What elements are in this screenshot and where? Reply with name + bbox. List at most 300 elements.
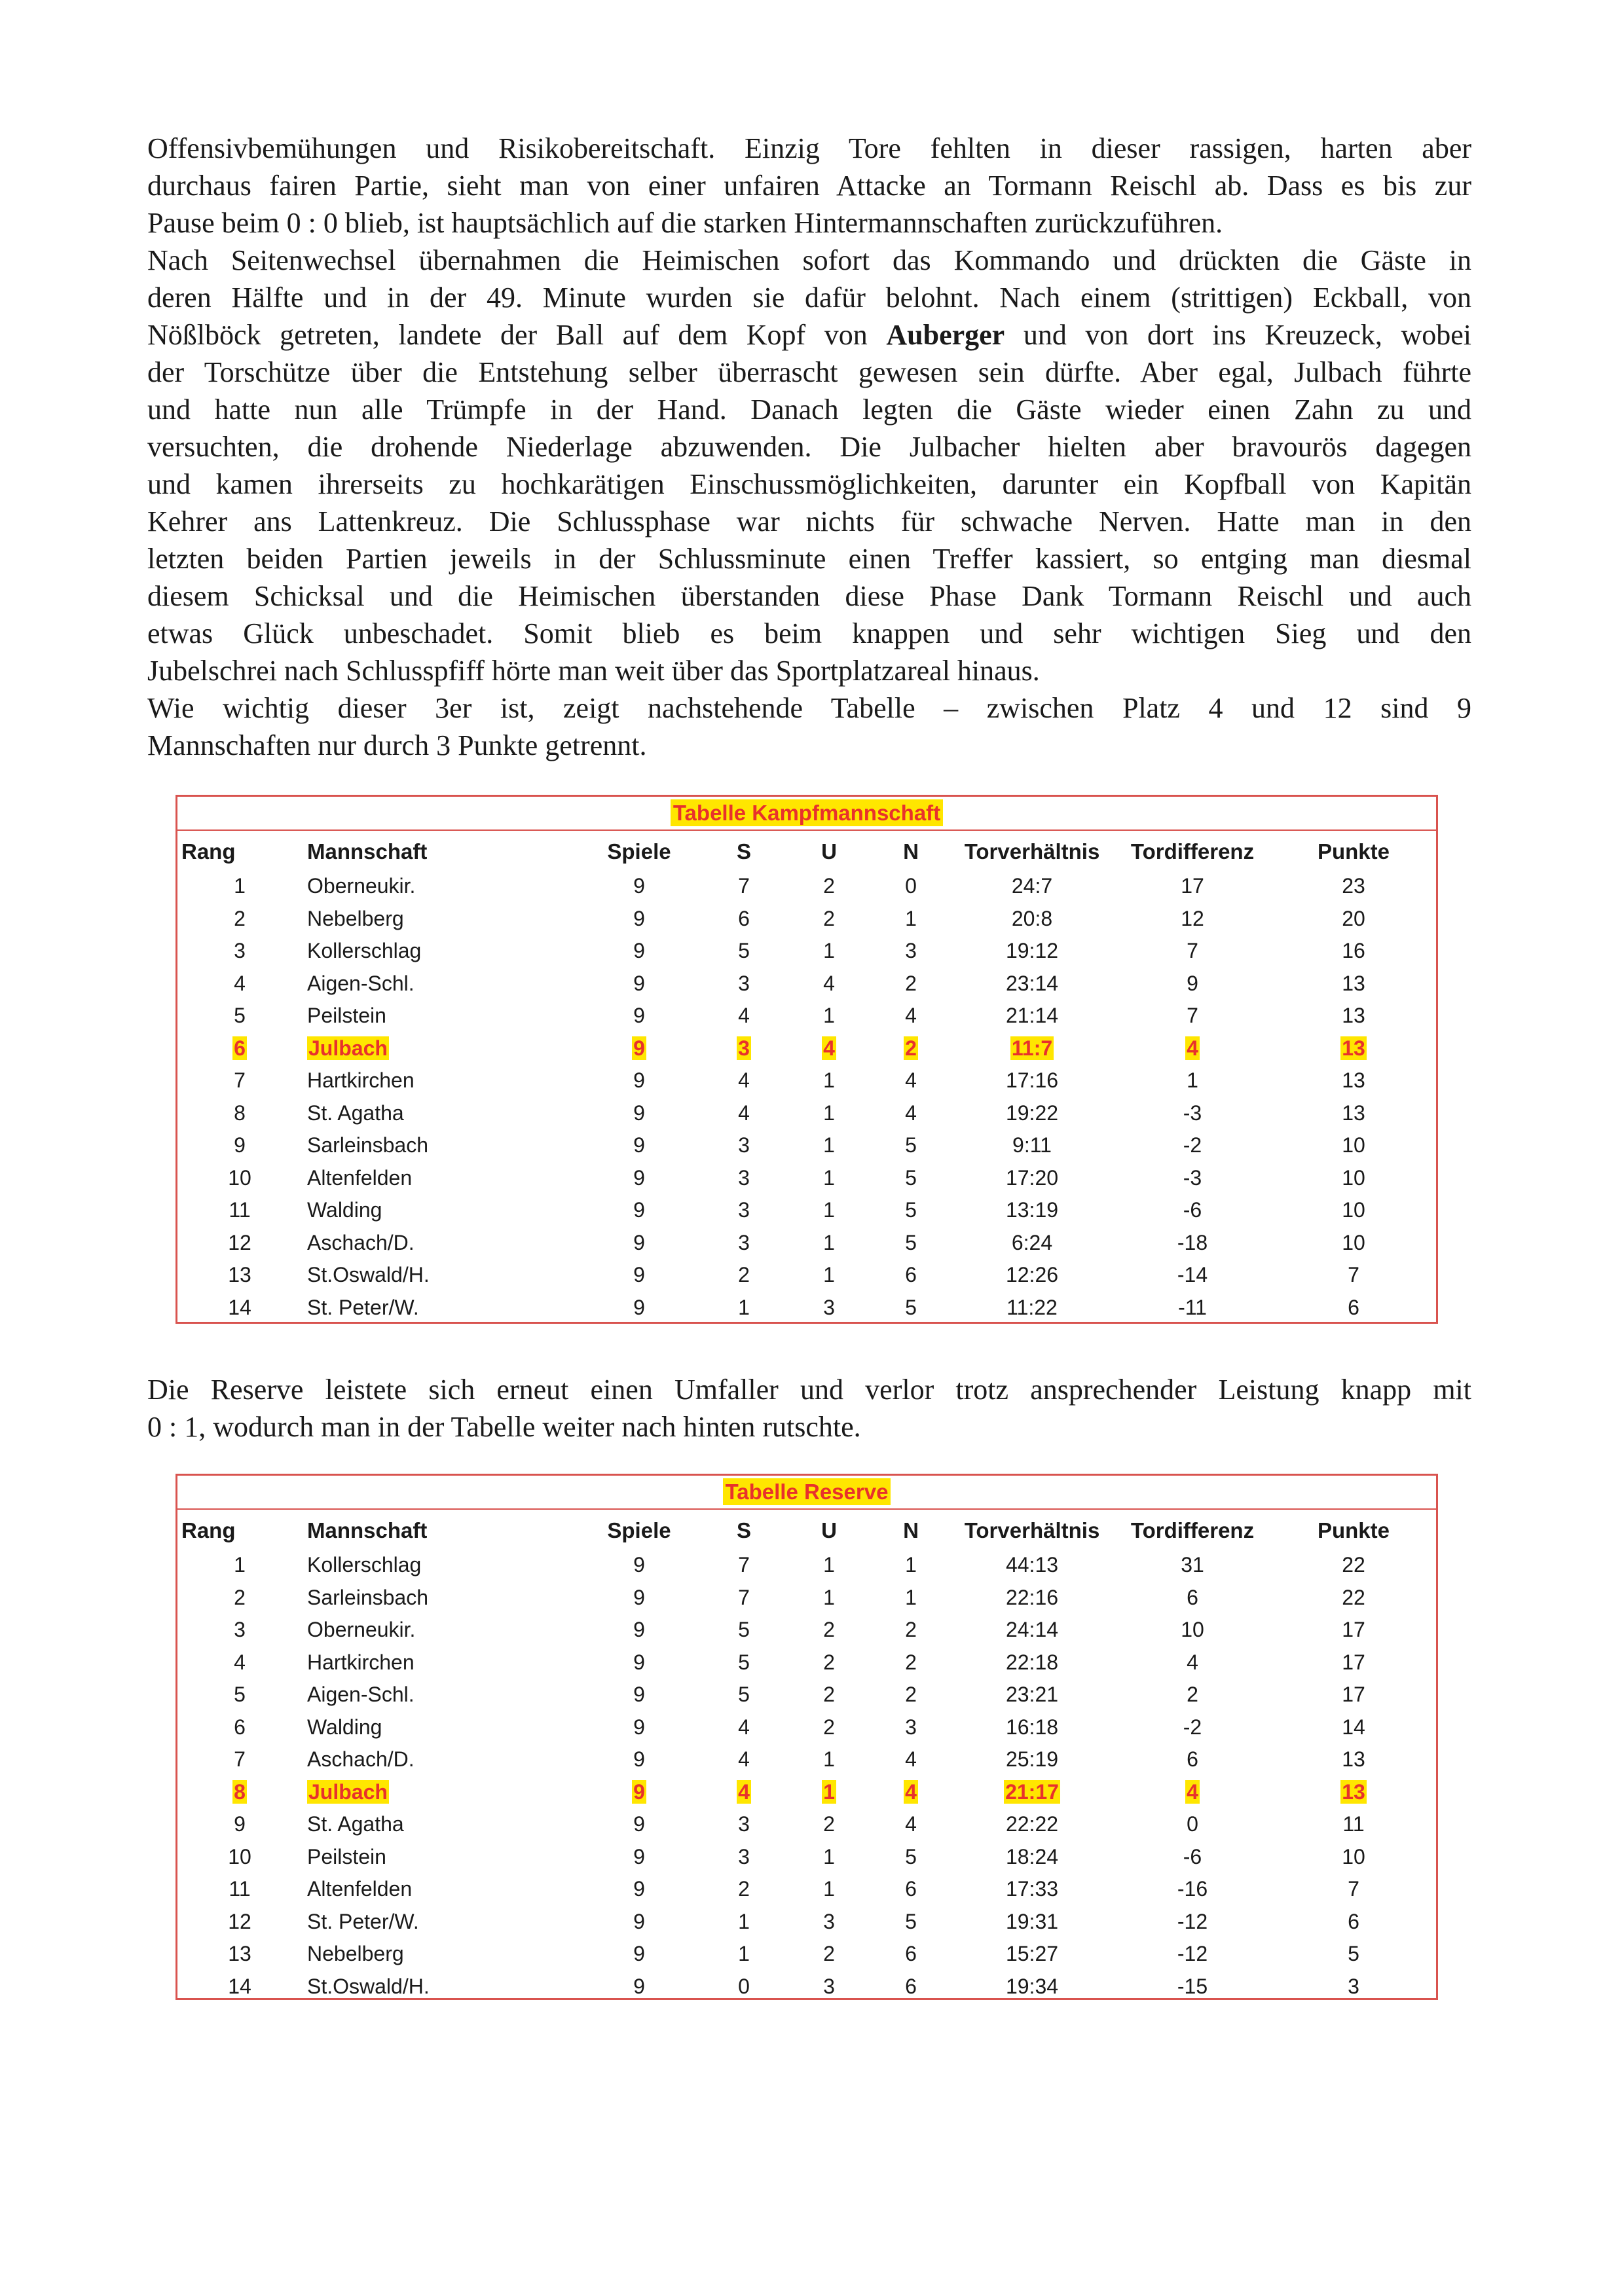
cell-siege: 6 — [738, 906, 750, 930]
table-row — [177, 1000, 1436, 1032]
cell-torverhaeltnis: 24:14 — [1005, 1618, 1059, 1642]
table-row — [177, 1906, 1436, 1939]
cell-spiele: 9 — [633, 1230, 645, 1254]
cell-spiele: 9 — [633, 1618, 645, 1642]
cell-punkte: 6 — [1348, 1295, 1359, 1319]
highlighted-value: 4 — [823, 1036, 835, 1060]
cell-unentschieden: 2 — [823, 1812, 835, 1836]
cell-siege: 3 — [738, 1844, 750, 1868]
highlighted-value: 13 — [1342, 1779, 1365, 1804]
cell-unentschieden — [786, 1776, 872, 1809]
cell-niederlagen: 2 — [905, 1650, 917, 1674]
cell-unentschieden: 1 — [823, 1230, 835, 1254]
cell-rang: 1 — [234, 1553, 246, 1577]
cell-spiele: 9 — [633, 1263, 645, 1287]
cell-siege: 3 — [738, 1230, 750, 1254]
cell-spiele: 9 — [633, 1877, 645, 1901]
cell-rang: 3 — [234, 1618, 246, 1642]
cell-mannschaft: St.Oswald/H. — [307, 1263, 430, 1287]
text-line: durchaus fairen Partie, sieht man von einer unfairen Attacke an Tormann Reischl ab. Dass es bis zur — [147, 170, 1471, 202]
cell-niederlagen: 5 — [905, 1844, 917, 1868]
column-header-tordifferenz: Tordifferenz — [1130, 1518, 1255, 1542]
cell-niederlagen: 3 — [905, 1715, 917, 1739]
highlighted-value: 21:17 — [1005, 1779, 1059, 1804]
cell-mannschaft: Peilstein — [307, 1844, 386, 1868]
cell-tordifferenz: -15 — [1177, 1974, 1208, 1998]
cell-spiele: 9 — [633, 1909, 645, 1933]
text-line: versuchten, die drohende Niederlage abzuwenden. Die Julbacher hielten aber bravourös dagegen — [147, 431, 1471, 463]
cell-tordifferenz: 7 — [1187, 1004, 1198, 1028]
cell-rang: 4 — [234, 971, 246, 995]
cell-rang: 14 — [228, 1974, 251, 1998]
cell-torverhaeltnis: 22:16 — [1005, 1585, 1059, 1609]
table-title-text: Tabelle Reserve — [723, 1478, 891, 1505]
cell-spiele: 9 — [633, 906, 645, 930]
highlighted-value: 4 — [905, 1779, 917, 1804]
cell-mannschaft — [302, 1032, 577, 1065]
cell-torverhaeltnis: 9:11 — [1012, 1133, 1052, 1157]
column-header-mannschaft: Mannschaft — [307, 839, 428, 864]
cell-unentschieden: 1 — [823, 1263, 835, 1287]
column-header-rang: Rang — [181, 1518, 236, 1542]
cell-torverhaeltnis: 6:24 — [1011, 1230, 1053, 1254]
cell-unentschieden: 1 — [823, 1747, 835, 1772]
cell-tordifferenz: 6 — [1187, 1747, 1198, 1772]
highlighted-value: 9 — [633, 1779, 645, 1804]
cell-punkte: 13 — [1342, 971, 1365, 995]
cell-torverhaeltnis: 21:14 — [1005, 1004, 1059, 1028]
cell-unentschieden: 1 — [823, 1198, 835, 1222]
text-segment: und von dort ins Kreuzeck, wobei — [1023, 319, 1472, 351]
cell-rang: 13 — [228, 1942, 251, 1966]
cell-siege — [701, 1776, 786, 1809]
cell-siege: 7 — [738, 1585, 750, 1609]
cell-punkte: 10 — [1342, 1133, 1365, 1157]
cell-punkte: 10 — [1342, 1165, 1365, 1190]
cell-spiele: 9 — [633, 1165, 645, 1190]
cell-siege: 4 — [738, 1101, 750, 1125]
cell-spiele: 9 — [633, 1650, 645, 1674]
table-row — [177, 935, 1436, 968]
cell-rang: 7 — [234, 1068, 246, 1093]
cell-siege: 4 — [738, 1747, 750, 1772]
table-row — [177, 1938, 1436, 1971]
highlighted-value: 1 — [823, 1779, 835, 1804]
cell-rang: 11 — [229, 1877, 251, 1901]
cell-spiele: 9 — [633, 971, 645, 995]
cell-tordifferenz: 31 — [1181, 1553, 1204, 1577]
cell-spiele: 9 — [633, 1715, 645, 1739]
highlighted-value: 8 — [234, 1779, 246, 1804]
cell-torverhaeltnis: 19:31 — [1005, 1909, 1059, 1933]
cell-mannschaft: Hartkirchen — [307, 1650, 415, 1674]
highlighted-value: 13 — [1342, 1036, 1365, 1060]
column-header-punkte: Punkte — [1317, 839, 1390, 864]
cell-rang: 6 — [234, 1715, 246, 1739]
highlighted-value: 4 — [1187, 1036, 1198, 1060]
text-line: 0 : 1, wodurch man in der Tabelle weiter nach hinten rutschte. — [147, 1411, 861, 1443]
table-row — [177, 903, 1436, 936]
cell-torverhaeltnis: 17:20 — [1005, 1165, 1059, 1190]
cell-punkte: 10 — [1342, 1230, 1365, 1254]
cell-spiele: 9 — [633, 1683, 645, 1707]
cell-niederlagen: 6 — [905, 1942, 917, 1966]
cell-spiele: 9 — [633, 1974, 645, 1998]
table-row — [177, 870, 1436, 903]
cell-unentschieden: 1 — [823, 1101, 835, 1125]
cell-siege: 7 — [738, 1553, 750, 1577]
cell-mannschaft: Peilstein — [307, 1004, 386, 1028]
column-header-s: S — [736, 1518, 751, 1542]
cell-tordifferenz: -18 — [1177, 1230, 1208, 1254]
text-segment: Nößlböck getreten, landete der Ball auf dem Kopf von — [147, 319, 868, 351]
article-paragraph-2 — [147, 1371, 1471, 1446]
cell-rang: 1 — [234, 874, 246, 898]
cell-unentschieden: 1 — [823, 1877, 835, 1901]
cell-tordifferenz: -16 — [1177, 1877, 1208, 1901]
table-row — [177, 1194, 1436, 1227]
cell-unentschieden — [786, 1032, 872, 1065]
cell-niederlagen: 5 — [905, 1230, 917, 1254]
cell-niederlagen: 2 — [905, 971, 917, 995]
cell-siege: 0 — [738, 1974, 750, 1998]
cell-mannschaft: St. Agatha — [307, 1812, 404, 1836]
table-row — [177, 1292, 1436, 1324]
cell-niederlagen: 2 — [905, 1683, 917, 1707]
cell-niederlagen — [872, 1032, 950, 1065]
table-row — [177, 1711, 1436, 1744]
cell-siege: 5 — [738, 1618, 750, 1642]
cell-mannschaft: Aigen-Schl. — [307, 971, 415, 995]
cell-mannschaft: Walding — [307, 1198, 382, 1222]
cell-punkte: 13 — [1342, 1101, 1365, 1125]
text-line: Nach Seitenwechsel übernahmen die Heimischen sofort das Kommando und drückten die Gäste in — [147, 244, 1471, 276]
cell-torverhaeltnis: 22:22 — [1005, 1812, 1059, 1836]
player-name-auberger: Auberger — [886, 319, 1005, 351]
cell-punkte: 11 — [1342, 1812, 1365, 1836]
cell-punkte: 3 — [1348, 1974, 1359, 1998]
cell-spiele: 9 — [633, 1101, 645, 1125]
cell-siege: 4 — [738, 1068, 750, 1093]
column-header-n: N — [903, 1518, 919, 1542]
cell-niederlagen: 6 — [905, 1877, 917, 1901]
table-row — [177, 1841, 1436, 1874]
cell-torverhaeltnis: 13:19 — [1005, 1198, 1059, 1222]
column-header-spiele: Spiele — [607, 1518, 671, 1542]
cell-rang: 12 — [228, 1230, 251, 1254]
cell-torverhaeltnis: 44:13 — [1005, 1553, 1059, 1577]
cell-niederlagen: 1 — [905, 906, 917, 930]
cell-unentschieden: 2 — [823, 874, 835, 898]
cell-spiele — [577, 1032, 701, 1065]
table-title — [177, 797, 1436, 831]
cell-rang: 4 — [234, 1650, 246, 1674]
table-row — [177, 1549, 1436, 1582]
cell-punkte: 10 — [1342, 1844, 1365, 1868]
cell-siege — [701, 1032, 786, 1065]
text-line: der Torschütze über die Entstehung selber überrascht gewesen sein dürfte. Aber egal, Julbach führte — [147, 356, 1471, 388]
column-header-torverhaeltnis: Torverhältnis — [964, 839, 1100, 864]
table-row — [177, 1614, 1436, 1647]
column-header-s: S — [736, 839, 751, 864]
cell-mannschaft: Hartkirchen — [307, 1068, 415, 1093]
column-header-u: U — [821, 839, 837, 864]
text-line: Die Reserve leistete sich erneut einen Umfaller und verlor trotz ansprechender Leistung knapp mit — [147, 1374, 1471, 1406]
cell-mannschaft: Kollerschlag — [307, 939, 422, 963]
cell-niederlagen: 5 — [905, 1909, 917, 1933]
table-row — [177, 1679, 1436, 1711]
cell-niederlagen: 4 — [905, 1812, 917, 1836]
cell-punkte: 17 — [1342, 1683, 1365, 1707]
cell-torverhaeltnis: 23:21 — [1005, 1683, 1059, 1707]
text-line: Offensivbemühungen und Risikobereitschaft. Einzig Tore fehlten in dieser rassigen, harten aber — [147, 132, 1471, 164]
cell-rang: 10 — [228, 1165, 251, 1190]
cell-siege: 4 — [738, 1715, 750, 1739]
cell-mannschaft: Aschach/D. — [307, 1747, 415, 1772]
cell-torverhaeltnis: 23:14 — [1005, 971, 1059, 995]
table-row — [177, 1065, 1436, 1097]
cell-punkte — [1271, 1032, 1436, 1065]
cell-spiele: 9 — [633, 1747, 645, 1772]
cell-tordifferenz — [1114, 1032, 1271, 1065]
cell-punkte: 13 — [1342, 1068, 1365, 1093]
cell-rang: 3 — [234, 939, 246, 963]
cell-torverhaeltnis: 19:34 — [1005, 1974, 1059, 1998]
cell-niederlagen: 5 — [905, 1133, 917, 1157]
text-line: letzten beiden Partien jeweils in der Schlussminute einen Treffer kassiert, so entging man diesmal — [147, 543, 1471, 575]
cell-niederlagen: 5 — [905, 1165, 917, 1190]
text-line: Kehrer ans Lattenkreuz. Die Schlussphase war nichts für schwache Nerven. Hatte man in den — [147, 505, 1471, 538]
table-row — [177, 1808, 1436, 1841]
cell-tordifferenz — [1114, 1776, 1271, 1809]
cell-mannschaft: St. Peter/W. — [307, 1295, 419, 1319]
cell-niederlagen: 1 — [905, 1553, 917, 1577]
text-line: Pause beim 0 : 0 blieb, ist hauptsächlich auf die starken Hintermannschaften zurückzuführen. — [147, 207, 1223, 239]
cell-rang: 2 — [234, 906, 246, 930]
table-row — [177, 1743, 1436, 1776]
cell-punkte: 23 — [1342, 874, 1365, 898]
cell-spiele: 9 — [633, 1942, 645, 1966]
text-line: Wie wichtig dieser 3er ist, zeigt nachstehende Tabelle – zwischen Platz 4 und 12 sind 9 — [147, 692, 1471, 724]
cell-siege: 2 — [738, 1877, 750, 1901]
cell-niederlagen — [872, 1776, 950, 1809]
cell-punkte: 22 — [1342, 1585, 1365, 1609]
highlighted-value: 2 — [905, 1036, 917, 1060]
cell-torverhaeltnis: 17:16 — [1005, 1068, 1059, 1093]
cell-unentschieden: 1 — [823, 939, 835, 963]
cell-tordifferenz: 9 — [1187, 971, 1198, 995]
cell-tordifferenz: 2 — [1187, 1683, 1198, 1707]
cell-spiele: 9 — [633, 1844, 645, 1868]
cell-tordifferenz: 17 — [1181, 874, 1204, 898]
cell-niederlagen: 1 — [905, 1585, 917, 1609]
text-line: Mannschaften nur durch 3 Punkte getrennt. — [147, 729, 647, 761]
cell-siege: 3 — [738, 1812, 750, 1836]
cell-siege: 5 — [738, 1650, 750, 1674]
table-title — [177, 1476, 1436, 1510]
cell-spiele: 9 — [633, 1295, 645, 1319]
cell-mannschaft: Nebelberg — [307, 1942, 404, 1966]
cell-niederlagen: 3 — [905, 939, 917, 963]
text-line: Jubelschrei nach Schlusspfiff hörte man weit über das Sportplatzareal hinaus. — [147, 655, 1040, 687]
cell-punkte: 22 — [1342, 1553, 1365, 1577]
cell-mannschaft: Nebelberg — [307, 906, 404, 930]
cell-mannschaft — [302, 1776, 577, 1809]
article-paragraph-1 — [147, 130, 1471, 764]
cell-mannschaft: Aschach/D. — [307, 1230, 415, 1254]
cell-torverhaeltnis: 11:22 — [1006, 1295, 1058, 1319]
column-header-mannschaft: Mannschaft — [307, 1518, 428, 1542]
cell-spiele: 9 — [633, 1553, 645, 1577]
cell-punkte: 20 — [1342, 906, 1365, 930]
column-header-torverhaeltnis: Torverhältnis — [964, 1518, 1100, 1542]
cell-punkte: 17 — [1342, 1650, 1365, 1674]
cell-mannschaft: Aigen-Schl. — [307, 1683, 415, 1707]
cell-unentschieden: 1 — [823, 1133, 835, 1157]
cell-torverhaeltnis: 12:26 — [1005, 1263, 1059, 1287]
cell-rang: 2 — [234, 1585, 246, 1609]
cell-torverhaeltnis: 24:7 — [1011, 874, 1053, 898]
table-body — [177, 1549, 1436, 2003]
cell-tordifferenz: 0 — [1187, 1812, 1198, 1836]
cell-torverhaeltnis: 19:22 — [1005, 1101, 1059, 1125]
cell-siege: 5 — [738, 1683, 750, 1707]
cell-punkte: 17 — [1342, 1618, 1365, 1642]
cell-rang: 14 — [228, 1295, 251, 1319]
table-row — [177, 1227, 1436, 1260]
cell-niederlagen: 4 — [905, 1747, 917, 1772]
cell-unentschieden: 2 — [823, 1683, 835, 1707]
highlighted-value: 11:7 — [1011, 1036, 1053, 1060]
text-line: deren Hälfte und in der 49. Minute wurden sie dafür belohnt. Nach einem (strittigen) Eckball, von — [147, 282, 1471, 314]
highlighted-value: 4 — [1187, 1779, 1198, 1804]
cell-rang: 10 — [228, 1844, 251, 1868]
table-header-row — [177, 831, 1436, 870]
table-row — [177, 1582, 1436, 1614]
cell-unentschieden: 2 — [823, 906, 835, 930]
cell-tordifferenz: 6 — [1187, 1585, 1198, 1609]
cell-torverhaeltnis: 18:24 — [1005, 1844, 1059, 1868]
table-row — [177, 1032, 1436, 1065]
cell-unentschieden: 1 — [823, 1004, 835, 1028]
cell-tordifferenz: -3 — [1183, 1165, 1202, 1190]
cell-punkte: 16 — [1342, 939, 1365, 963]
cell-siege: 1 — [738, 1295, 750, 1319]
table-row — [177, 1647, 1436, 1679]
cell-tordifferenz: -14 — [1177, 1263, 1208, 1287]
cell-mannschaft: Kollerschlag — [307, 1553, 422, 1577]
standings-grid — [177, 1510, 1436, 2003]
cell-torverhaeltnis: 17:33 — [1005, 1877, 1059, 1901]
column-header-n: N — [903, 839, 919, 864]
cell-unentschieden: 1 — [823, 1585, 835, 1609]
cell-punkte: 7 — [1348, 1877, 1359, 1901]
standings-table-reserve — [175, 1474, 1438, 2000]
cell-mannschaft: Altenfelden — [307, 1877, 413, 1901]
cell-unentschieden: 3 — [823, 1909, 835, 1933]
cell-siege: 4 — [738, 1004, 750, 1028]
cell-punkte: 5 — [1348, 1942, 1359, 1966]
table-header-row — [177, 1510, 1436, 1549]
cell-rang — [177, 1032, 302, 1065]
cell-mannschaft: Sarleinsbach — [307, 1133, 428, 1157]
cell-spiele: 9 — [633, 1133, 645, 1157]
cell-torverhaeltnis: 16:18 — [1005, 1715, 1059, 1739]
standings-table-kampfmannschaft — [175, 795, 1438, 1324]
cell-torverhaeltnis: 20:8 — [1011, 906, 1053, 930]
cell-unentschieden: 1 — [823, 1844, 835, 1868]
cell-spiele — [577, 1776, 701, 1809]
cell-tordifferenz: 12 — [1181, 906, 1204, 930]
cell-unentschieden: 1 — [823, 1553, 835, 1577]
cell-torverhaeltnis: 22:18 — [1005, 1650, 1059, 1674]
table-body — [177, 870, 1436, 1324]
cell-punkte: 14 — [1342, 1715, 1365, 1739]
cell-tordifferenz: -11 — [1178, 1295, 1207, 1319]
cell-punkte: 6 — [1348, 1909, 1359, 1933]
cell-rang: 13 — [228, 1263, 251, 1287]
cell-siege: 3 — [738, 971, 750, 995]
cell-mannschaft: Sarleinsbach — [307, 1585, 428, 1609]
table-row — [177, 1097, 1436, 1130]
cell-mannschaft: Oberneukir. — [307, 1618, 416, 1642]
cell-torverhaeltnis: 15:27 — [1005, 1942, 1059, 1966]
text-line: und hatte nun alle Trümpfe in der Hand. Danach legten die Gäste wieder einen Zahn zu und — [147, 393, 1471, 426]
cell-unentschieden: 1 — [823, 1165, 835, 1190]
cell-mannschaft: Walding — [307, 1715, 382, 1739]
table-row — [177, 1162, 1436, 1195]
cell-rang: 5 — [234, 1683, 246, 1707]
cell-torverhaeltnis: 19:12 — [1005, 939, 1059, 963]
cell-niederlagen: 0 — [905, 874, 917, 898]
cell-unentschieden: 3 — [823, 1295, 835, 1319]
cell-spiele: 9 — [633, 874, 645, 898]
cell-rang: 9 — [234, 1812, 246, 1836]
cell-rang: 7 — [234, 1747, 246, 1772]
cell-siege: 2 — [738, 1263, 750, 1287]
cell-torverhaeltnis — [950, 1032, 1114, 1065]
cell-siege: 7 — [738, 874, 750, 898]
cell-punkte: 7 — [1348, 1263, 1359, 1287]
cell-rang: 9 — [234, 1133, 246, 1157]
cell-spiele: 9 — [633, 1198, 645, 1222]
column-header-u: U — [821, 1518, 837, 1542]
table-row — [177, 1776, 1436, 1809]
cell-rang — [177, 1776, 302, 1809]
cell-unentschieden: 1 — [823, 1068, 835, 1093]
column-header-punkte: Punkte — [1317, 1518, 1390, 1542]
cell-rang: 5 — [234, 1004, 246, 1028]
cell-spiele: 9 — [633, 1068, 645, 1093]
cell-spiele: 9 — [633, 1585, 645, 1609]
highlighted-value: 4 — [738, 1779, 750, 1804]
cell-spiele: 9 — [633, 939, 645, 963]
cell-niederlagen: 6 — [905, 1974, 917, 1998]
cell-niederlagen: 5 — [905, 1198, 917, 1222]
cell-tordifferenz: -6 — [1183, 1198, 1202, 1222]
cell-mannschaft: St. Agatha — [307, 1101, 404, 1125]
cell-tordifferenz: -3 — [1183, 1101, 1202, 1125]
cell-siege: 1 — [738, 1909, 750, 1933]
cell-unentschieden: 2 — [823, 1715, 835, 1739]
cell-tordifferenz: 1 — [1187, 1068, 1198, 1093]
cell-spiele: 9 — [633, 1812, 645, 1836]
text-line: etwas Glück unbeschadet. Somit blieb es beim knappen und sehr wichtigen Sieg und den — [147, 617, 1471, 649]
cell-unentschieden: 2 — [823, 1650, 835, 1674]
cell-unentschieden: 2 — [823, 1942, 835, 1966]
highlighted-value: 3 — [738, 1036, 750, 1060]
cell-siege: 1 — [738, 1942, 750, 1966]
